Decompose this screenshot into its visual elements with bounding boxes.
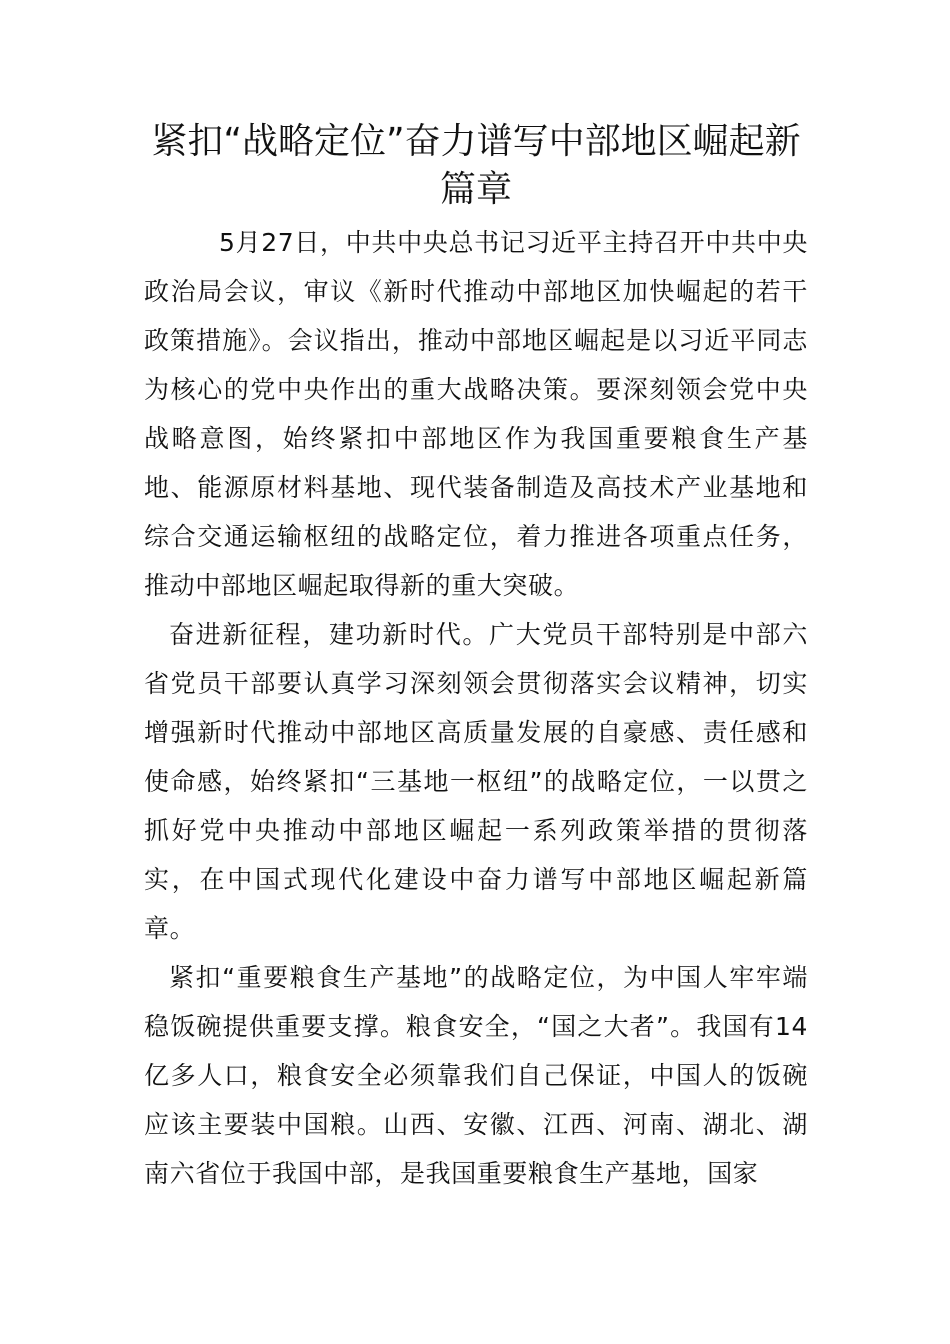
- document-page: [144, 118, 808, 1198]
- document-title: 紧扣“战略定位”奋力谱写中部地区崛起新篇章: [151, 121, 801, 210]
- paragraph-3: 紧扣“重要粮食生产基地”的战略定位，为中国人牢牢端稳饭碗提供重要支撑。粮食安全，“国之大者”。我国有14亿多人口，粮食安全必须靠我们自己保证，中国人的饭碗应该主要装中国粮。山西、安徽、江西、河南、湖北、湖南六省位于我国中部，是我国重要粮食生产基地，国家: [144, 963, 808, 1188]
- paragraph-1: 5月27日，中共中央总书记习近平主持召开中共中央政治局会议，审议《新时代推动中部地区加快崛起的若干政策措施》。会议指出，推动中部地区崛起是以习近平同志为核心的党中央作出的重大战略决策。要深刻领会党中央战略意图，始终紧扣中部地区作为我国重要粮食生产基地、能源原材料基地、现代装备制造及高技术产业基地和综合交通运输枢纽的战略定位，着力推进各项重点任务，推动中部地区崛起取得新的重大突破。: [144, 228, 808, 600]
- paragraph-2: 奋进新征程，建功新时代。广大党员干部特别是中部六省党员干部要认真学习深刻领会贯彻落实会议精神，切实增强新时代推动中部地区高质量发展的自豪感、责任感和使命感，始终紧扣“三基地一枢纽”的战略定位，一以贯之抓好党中央推动中部地区崛起一系列政策举措的贯彻落实，在中国式现代化建设中奋力谱写中部地区崛起新篇章。: [144, 620, 808, 943]
